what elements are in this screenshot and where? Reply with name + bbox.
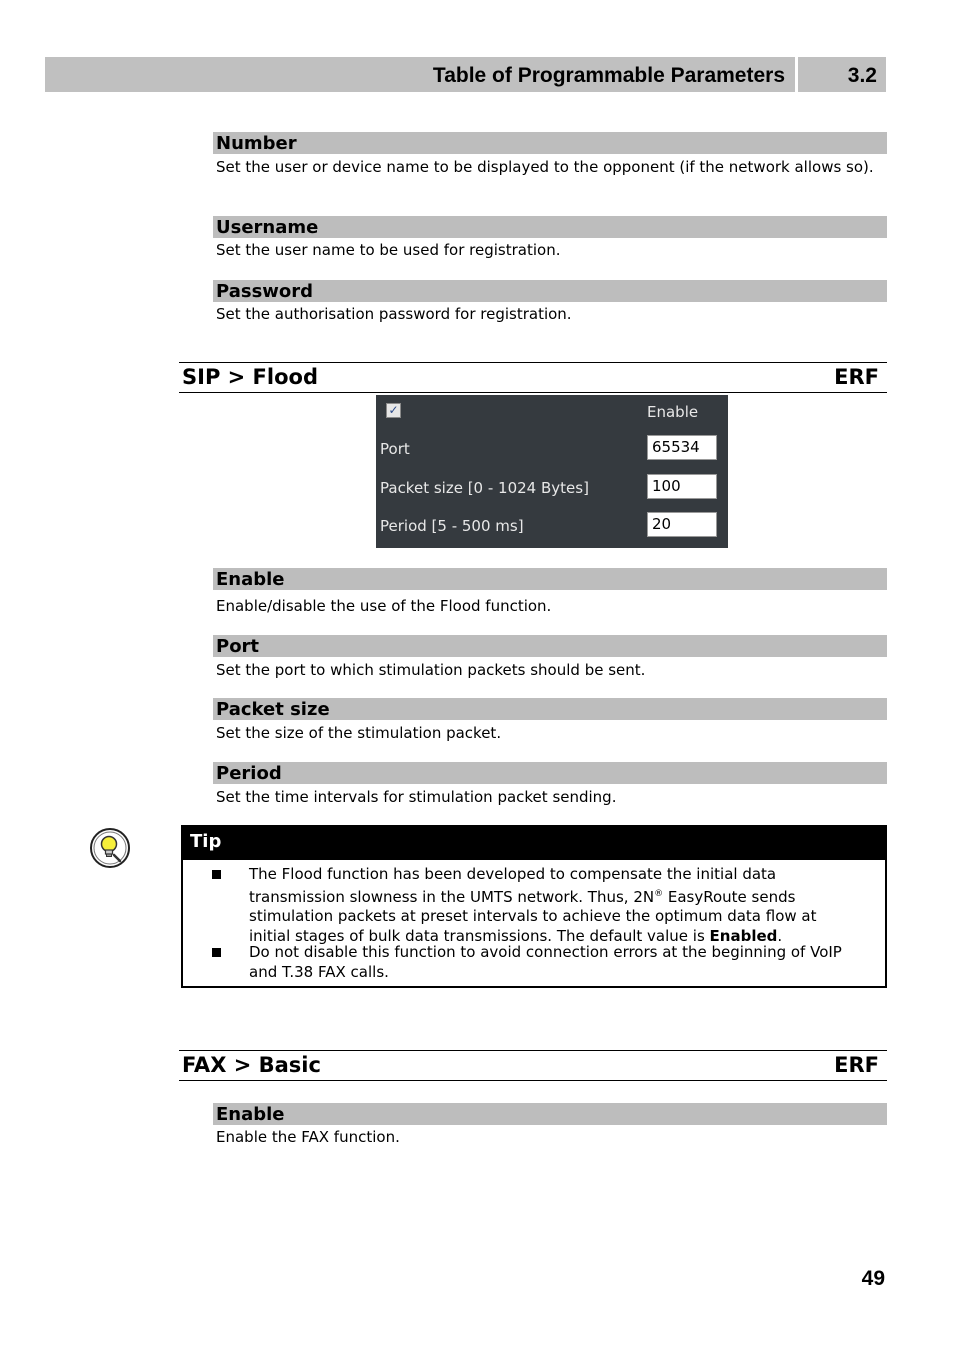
- registered-mark: ®: [654, 888, 664, 899]
- page-number: 49: [861, 1267, 885, 1290]
- param-title-port: Port: [213, 635, 887, 657]
- lightbulb-tip-icon: [90, 828, 130, 868]
- enable-label: Enable: [647, 403, 699, 421]
- section-tag: ERF: [834, 1053, 879, 1077]
- bullet-marker: [212, 948, 221, 957]
- period-input[interactable]: 20: [647, 512, 717, 537]
- section-fax-basic: [179, 1050, 887, 1081]
- param-title-number: Number: [213, 132, 887, 154]
- tip-item-1-end: .: [777, 926, 783, 945]
- period-label: Period [5 - 500 ms]: [380, 517, 524, 535]
- port-label: Port: [380, 440, 410, 458]
- param-title-period: Period: [213, 762, 887, 784]
- param-desc-enable: Enable/disable the use of the Flood function.: [216, 597, 552, 615]
- tip-item-1: [249, 865, 859, 946]
- enable-checkbox[interactable]: ✓: [386, 403, 401, 418]
- param-title-fax-enable: Enable: [213, 1103, 887, 1125]
- bullet-marker: [212, 870, 221, 879]
- tip-default-value: Enabled: [709, 926, 778, 945]
- port-input[interactable]: 65534: [647, 435, 717, 460]
- tip-item-1-text-a: The Flood function has been developed to compensate the initial data transmission slowness in the UMTS network. Thus, 2N: [249, 865, 777, 906]
- packet-size-input[interactable]: 100: [647, 474, 717, 499]
- tip-heading: Tip: [183, 827, 885, 860]
- section-tag: ERF: [834, 365, 879, 389]
- param-title-packet-size: Packet size: [213, 698, 887, 720]
- param-title-username: Username: [213, 216, 887, 238]
- packet-size-label: Packet size [0 - 1024 Bytes]: [380, 479, 589, 497]
- section-number-box: [798, 57, 886, 92]
- section-number: 3.2: [847, 64, 877, 87]
- page-header-title: Table of Programmable Parameters: [432, 64, 785, 87]
- param-desc-fax-enable: Enable the FAX function.: [216, 1128, 400, 1146]
- param-desc-period: Set the time intervals for stimulation packet sending.: [216, 788, 617, 806]
- flood-settings-panel: [376, 395, 728, 548]
- tip-item-2: Do not disable this function to avoid connection errors at the beginning of VoIP and T.38 FAX calls.: [249, 943, 842, 981]
- page-header-bar: [45, 57, 795, 92]
- param-title-password: Password: [213, 280, 887, 302]
- param-desc-username: Set the user name to be used for registration.: [216, 241, 561, 259]
- param-desc-port: Set the port to which stimulation packets should be sent.: [216, 661, 646, 679]
- section-sip-flood: [179, 362, 887, 393]
- section-title: SIP > Flood: [182, 365, 318, 389]
- param-desc-password: Set the authorisation password for registration.: [216, 305, 572, 323]
- param-desc-packet-size: Set the size of the stimulation packet.: [216, 724, 502, 742]
- param-title-enable: Enable: [213, 568, 887, 590]
- section-title: FAX > Basic: [182, 1053, 321, 1077]
- tip-item-1-text-b: EasyRoute sends stimulation packets at preset intervals to achieve the optimum data flow at initial stages of bulk data transmissions. The default value is: [249, 887, 817, 945]
- tip-box: [181, 825, 887, 988]
- param-desc-number: Set the user or device name to be displayed to the opponent (if the network allows so).: [216, 158, 874, 176]
